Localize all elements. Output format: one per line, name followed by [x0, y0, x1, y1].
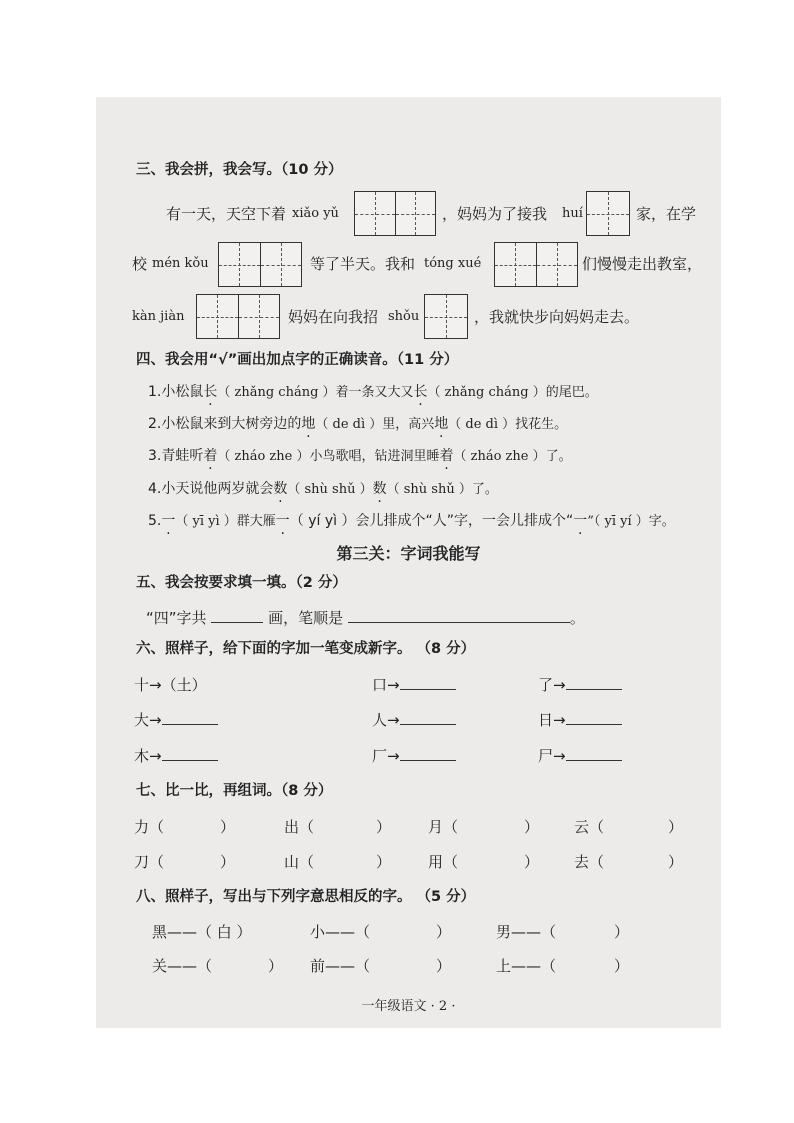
s3-grid-hui[interactable] — [586, 191, 630, 236]
s5-stroke-order-blank[interactable] — [348, 608, 570, 623]
s3-grid-kanjian[interactable] — [196, 294, 280, 339]
s7-pair[interactable]: 刀（ — [134, 853, 165, 871]
section4-heading: 四、我会用“√”画出加点字的正确读音。（11 分） — [136, 352, 459, 368]
s3-pinyin-xiaoyu: xiǎo yǔ — [292, 206, 339, 221]
section7-heading: 七、比一比，再组词。（8 分） — [136, 783, 333, 799]
s7-pair[interactable]: 力（ — [134, 818, 165, 836]
s5-question[interactable]: “四”字共 画，笔顺是 。 — [146, 609, 585, 627]
s7-pair[interactable]: 山（ — [284, 853, 315, 871]
s8-pair[interactable]: 前——（ — [310, 957, 371, 975]
s8-pair[interactable]: 上——（ — [496, 957, 557, 975]
s8-paren-close: ） — [614, 923, 630, 941]
s8-paren-close: ） — [614, 957, 630, 975]
s3-line1-text: 有一天，天空下着 — [166, 205, 287, 223]
s6-item[interactable]: 了→ — [538, 674, 622, 695]
s5-stroke-count-blank[interactable] — [211, 608, 263, 623]
s8-paren-close: ） — [268, 957, 284, 975]
s6-item[interactable]: 人→ — [372, 709, 456, 730]
s3-grid-shou[interactable] — [424, 294, 468, 339]
s3-line1-text3: 家，在学 — [636, 205, 697, 223]
s3-line3-text2: ，我就快步向妈妈走去。 — [474, 308, 640, 326]
s3-pinyin-tongxue: tóng xué — [424, 256, 482, 271]
s4-question-4[interactable]: 4.小天说他两岁就会数（ shù shǔ ）数（ shù shǔ ）了。 — [148, 481, 498, 497]
s3-grid-xiaoyu[interactable] — [354, 191, 436, 236]
s7-paren-close: ） — [220, 853, 236, 871]
page-footer: 一年级语文 · 2 · — [361, 999, 456, 1014]
s6-item[interactable]: 尸→ — [538, 745, 622, 766]
s7-paren-close: ） — [220, 818, 236, 836]
s7-pair[interactable]: 云（ — [574, 818, 605, 836]
s3-pinyin-menkou: mén kǒu — [152, 256, 209, 271]
s8-pair[interactable]: 小——（ — [310, 923, 371, 941]
s3-line2-text2: 等了半天。我和 — [310, 255, 416, 273]
s3-pinyin-shou: shǒu — [388, 309, 420, 324]
s3-line2-text: 校 — [132, 255, 148, 273]
s8-paren-close: ） — [436, 957, 452, 975]
s8-pair[interactable]: 关——（ — [152, 957, 213, 975]
section3-heading: 三、我会拼，我会写。（10 分） — [136, 162, 343, 178]
section5-heading: 五、我会按要求填一填。（2 分） — [136, 575, 347, 591]
section8-heading: 八、照样子，写出与下列字意思相反的字。 （5 分） — [136, 889, 476, 905]
s6-item[interactable]: 大→ — [134, 709, 218, 730]
s6-item[interactable]: 日→ — [538, 709, 622, 730]
s6-item[interactable]: 木→ — [134, 745, 218, 766]
s7-pair[interactable]: 去（ — [574, 853, 605, 871]
s7-paren-close: ） — [524, 853, 540, 871]
s7-pair[interactable]: 月（ — [428, 818, 459, 836]
s3-pinyin-kanjian: kàn jiàn — [132, 309, 185, 324]
s4-question-3[interactable]: 3.青蛙听着（ zháo zhe ）小鸟歌唱，钻进洞里睡着（ zháo zhe ）了。 — [148, 448, 572, 464]
s3-line1-text2: ，妈妈为了接我 — [442, 205, 548, 223]
section6-heading: 六、照样子，给下面的字加一笔变成新字。 （8 分） — [136, 641, 476, 657]
s3-grid-menkou[interactable] — [218, 242, 302, 287]
part3-title: 第三关：字词我能写 — [336, 544, 481, 563]
s8-paren-close: ） — [436, 923, 452, 941]
s4-question-2[interactable]: 2.小松鼠来到大树旁边的地（ de dì ）里，高兴地（ de dì ）找花生。 — [148, 416, 568, 432]
s6-item[interactable]: 厂→ — [372, 745, 456, 766]
s8-example: 黑——（ 白 ） — [152, 923, 252, 941]
s6-example: 十→（土） — [134, 676, 207, 694]
s3-grid-tongxue[interactable] — [494, 242, 578, 287]
s8-pair[interactable]: 男——（ — [496, 923, 557, 941]
s4-question-1[interactable]: 1.小松鼠长（ zhǎng cháng ）着一条又大又长（ zhǎng cháng ）的尾巴。 — [148, 384, 598, 400]
exam-page — [96, 97, 721, 1028]
s7-pair[interactable]: 用（ — [428, 853, 459, 871]
s7-paren-close: ） — [524, 818, 540, 836]
s3-pinyin-hui: huí — [562, 206, 583, 221]
s7-paren-close: ） — [376, 853, 392, 871]
s7-pair[interactable]: 出（ — [284, 818, 315, 836]
s3-line2-text3: 们慢慢走出教室， — [582, 255, 703, 273]
s6-item[interactable]: 口→ — [372, 674, 456, 695]
s3-line3-text: 妈妈在向我招 — [288, 308, 379, 326]
s7-paren-close: ） — [668, 853, 684, 871]
s7-paren-close: ） — [376, 818, 392, 836]
s4-question-5[interactable]: 5.一（ yī yì ）群大雁一（ yí yì ）会儿排成个“人”字，一会儿排成个“一”（ yī yí ）字。 — [148, 513, 675, 529]
s7-paren-close: ） — [668, 818, 684, 836]
